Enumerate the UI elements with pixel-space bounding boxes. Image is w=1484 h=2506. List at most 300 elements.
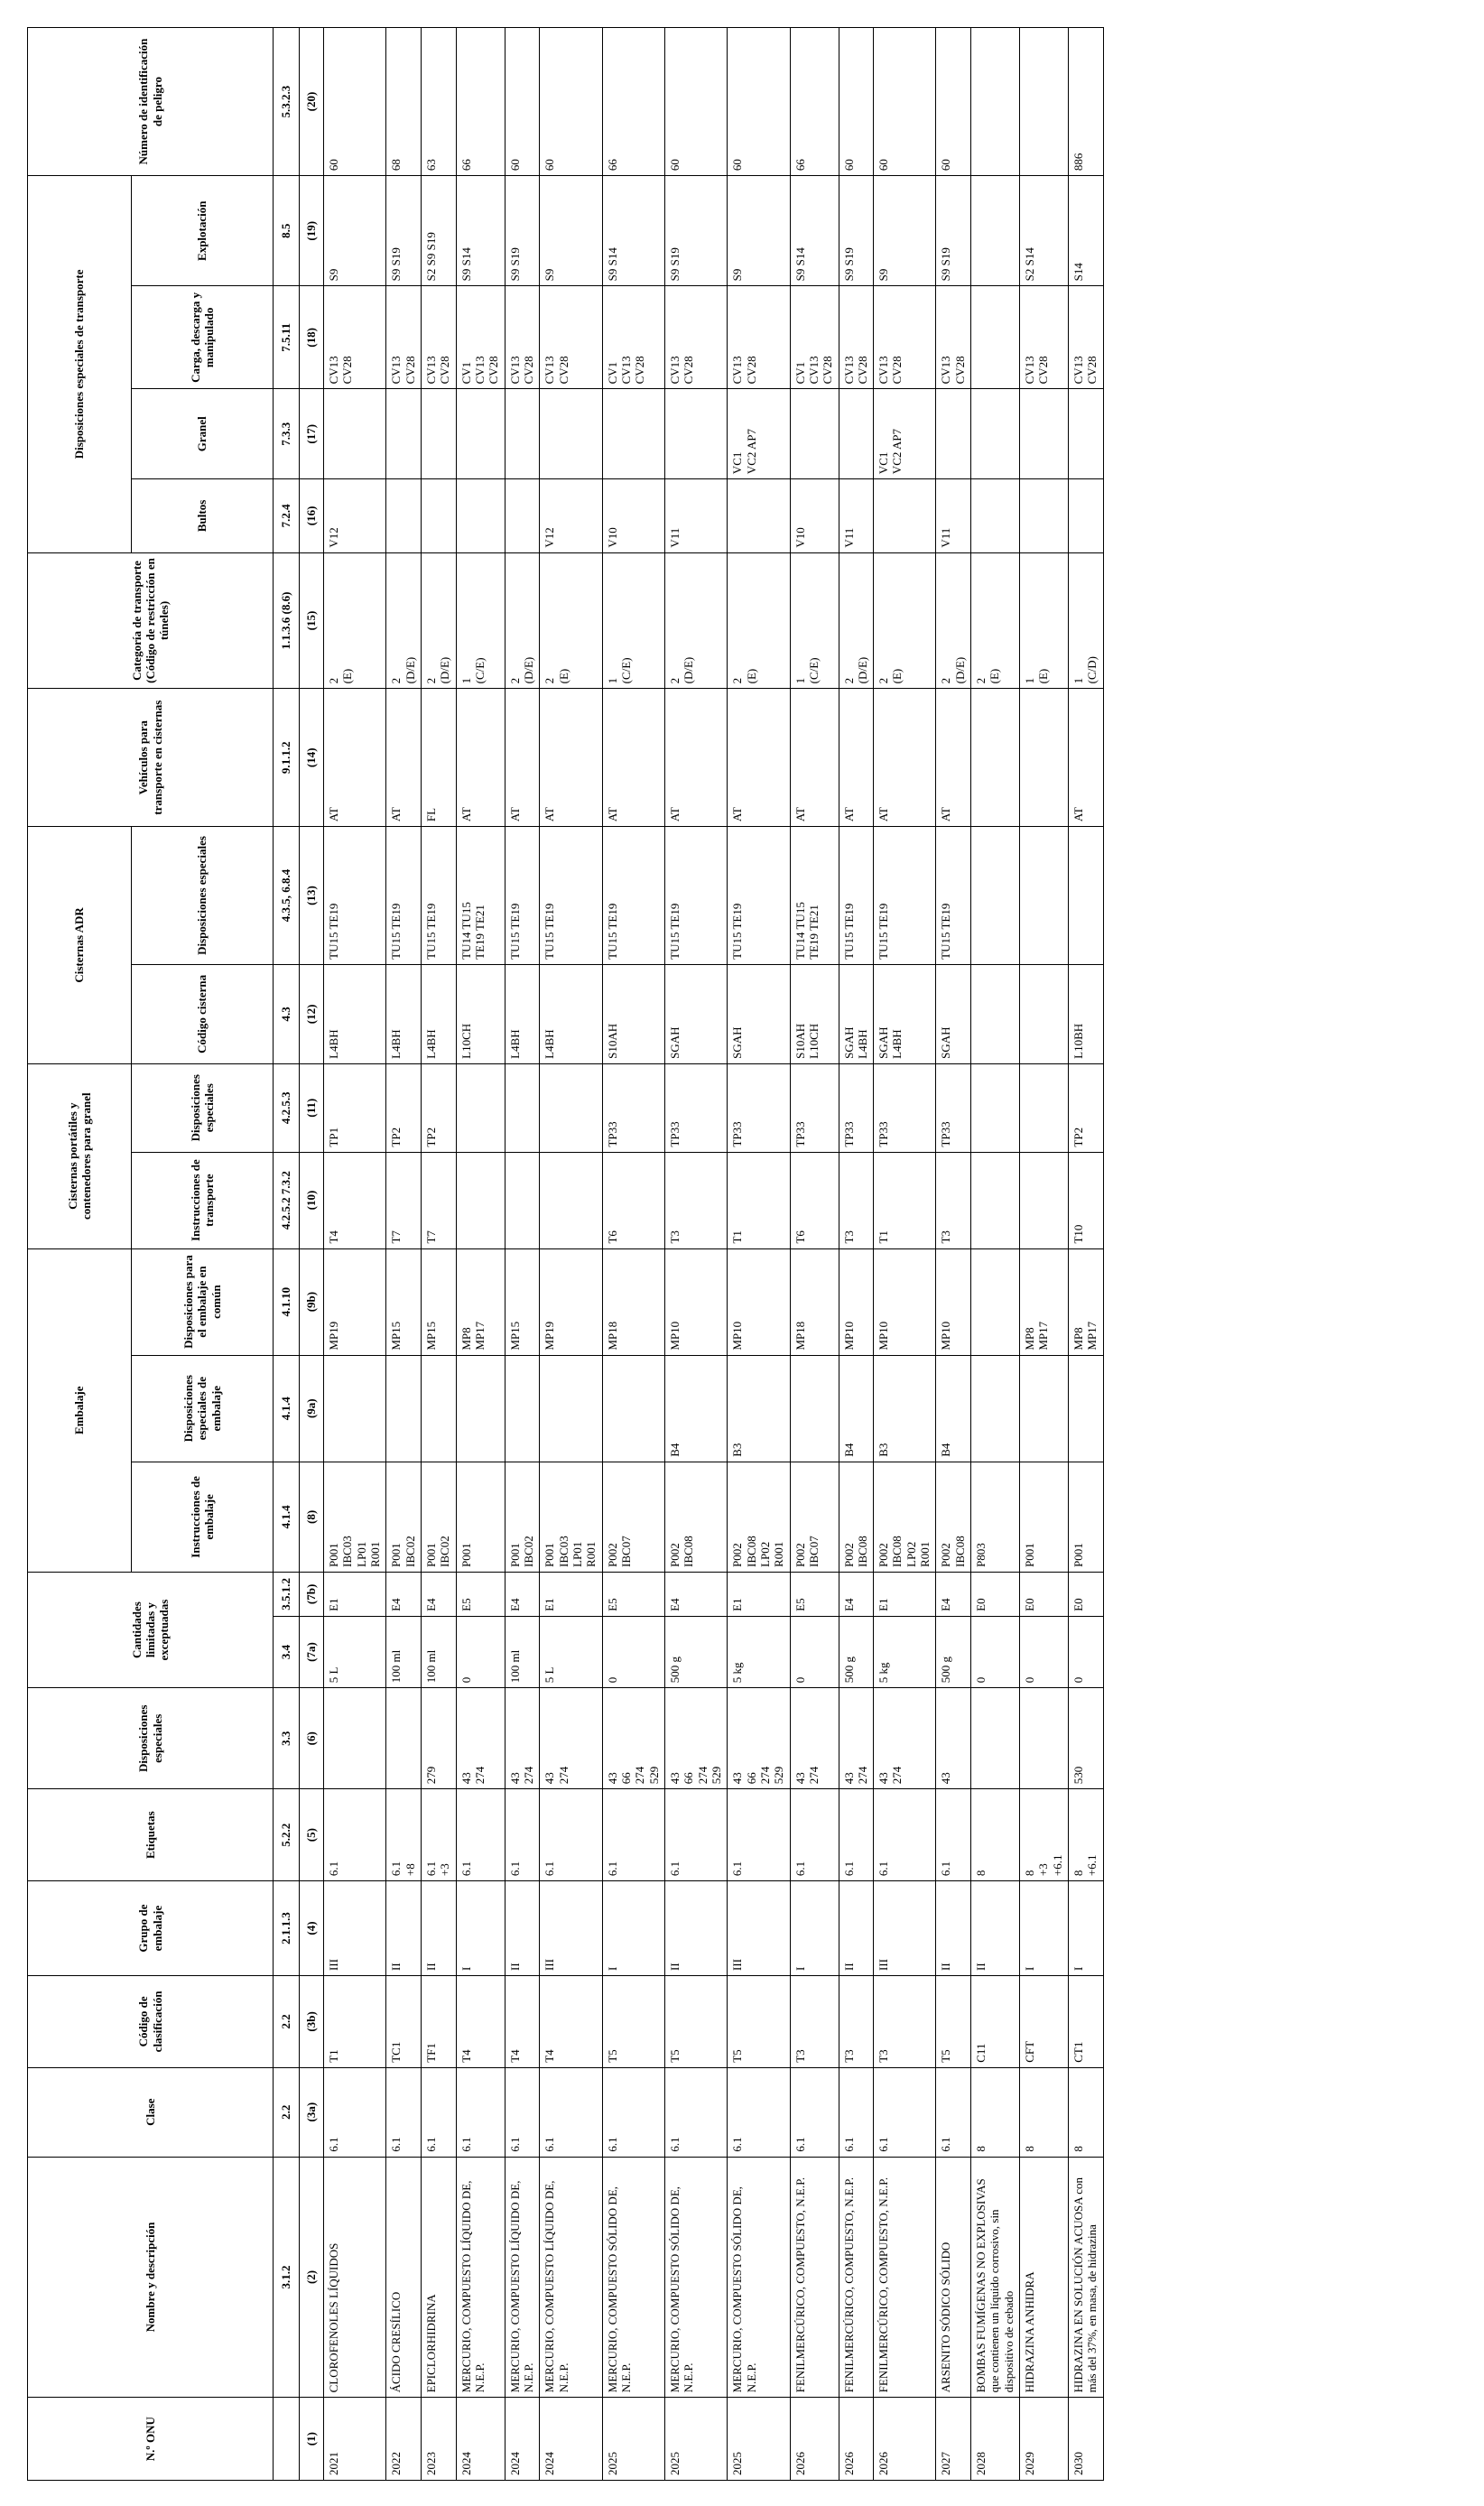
transport-category-cell: 2 (D/E): [505, 552, 540, 689]
tank-instructions-cell: T6: [790, 1152, 839, 1248]
operation-provisions-cell: S9 S19: [505, 176, 540, 286]
loading-provisions-cell: CV1 CV13 CV28: [456, 286, 505, 389]
table-row: [664, 28, 727, 2481]
packing-group-cell: II: [421, 1881, 456, 1976]
hazard-id-cell: 68: [386, 28, 422, 176]
special-provisions-cell: 43 66 274 529: [664, 1688, 727, 1789]
classification-code-cell: CT1: [1069, 1975, 1104, 2067]
column-number-cell-15: (12): [300, 964, 324, 1063]
classification-code-cell: T4: [540, 1975, 602, 2067]
loading-provisions-cell: CV13 CV28: [505, 286, 540, 389]
un-number-cell: 2027: [936, 2398, 971, 2481]
adr-tank-provisions-cell: [971, 827, 1020, 965]
operation-provisions-cell: [971, 176, 1020, 286]
loading-provisions-cell: CV13 CV28: [1069, 286, 1104, 389]
special-packing-provisions-cell: B3: [728, 1355, 790, 1462]
name-description-cell: BOMBAS FUMÍGENAS NO EXPLOSIVAS que contienen un líquido corrosivo, sin dispositivo de cebado: [971, 2157, 1020, 2398]
classification-code-cell: TF1: [421, 1975, 456, 2067]
bulk-provisions-cell: [790, 389, 839, 479]
packing-group-cell: III: [728, 1881, 790, 1976]
tank-instructions-cell: [1020, 1152, 1069, 1248]
header-class: Clase: [28, 2067, 274, 2157]
operation-provisions-cell: S9: [540, 176, 602, 286]
packing-group-cell: III: [874, 1881, 936, 1976]
tank-instructions-cell: T1: [874, 1152, 936, 1248]
packages-provisions-cell: V10: [790, 479, 839, 552]
packages-provisions-cell: V11: [664, 479, 727, 552]
adr-tank-provisions-cell: TU14 TU15 TE19 TE21: [790, 827, 839, 965]
reference-row: [274, 28, 300, 2481]
adr-tank-provisions-cell: TU15 TE19: [728, 827, 790, 965]
table-row: [421, 28, 456, 2481]
limited-quantity-cell: 0: [1069, 1616, 1104, 1687]
excepted-quantity-cell: E5: [790, 1572, 839, 1616]
table-row: [602, 28, 664, 2481]
header-loading-handling: Carga, descarga y manipulado: [132, 286, 274, 389]
packing-instructions-cell: P002 IBC08: [664, 1462, 727, 1572]
table-body: [324, 28, 1104, 2481]
labels-cell: 6.1 +8: [386, 1789, 422, 1881]
portable-tank-provisions-cell: TP2: [386, 1063, 422, 1152]
hazard-id-cell: 66: [790, 28, 839, 176]
loading-provisions-cell: CV13 CV28: [324, 286, 386, 389]
transport-category-cell: 2 (E): [971, 552, 1020, 689]
class-cell: 6.1: [936, 2067, 971, 2157]
table-row: [1020, 28, 1069, 2481]
bulk-provisions-cell: [456, 389, 505, 479]
packing-instructions-cell: P002 IBC08: [839, 1462, 874, 1572]
column-number-cell-17: (14): [300, 689, 324, 827]
header-adr-tanks-group: Cisternas ADR: [28, 827, 132, 1064]
tank-instructions-cell: T4: [324, 1152, 386, 1248]
special-provisions-cell: [971, 1688, 1020, 1789]
limited-quantity-cell: 500 g: [839, 1616, 874, 1687]
labels-cell: 6.1: [540, 1789, 602, 1881]
un-number-cell: 2022: [386, 2398, 422, 2481]
excepted-quantity-cell: E5: [456, 1572, 505, 1616]
packing-instructions-cell: P803: [971, 1462, 1020, 1572]
header-mixed-packing-provisions: Disposiciones para el embalaje en común: [132, 1248, 274, 1355]
mixed-packing-provisions-cell: MP8 MP17: [1020, 1248, 1069, 1355]
tank-code-cell: L4BH: [505, 964, 540, 1063]
transport-category-cell: 2 (D/E): [664, 552, 727, 689]
table-row: [839, 28, 874, 2481]
operation-provisions-cell: S9 S19: [386, 176, 422, 286]
bulk-provisions-cell: [971, 389, 1020, 479]
portable-tank-provisions-cell: [540, 1063, 602, 1152]
reference-cell-19: 7.2.4: [274, 479, 300, 552]
un-number-cell: 2026: [839, 2398, 874, 2481]
column-number-cell-1: (1): [300, 2398, 324, 2481]
excepted-quantity-cell: E0: [1069, 1572, 1104, 1616]
mixed-packing-provisions-cell: MP8 MP17: [456, 1248, 505, 1355]
loading-provisions-cell: CV13 CV28: [839, 286, 874, 389]
transport-category-cell: 1 (C/D): [1069, 552, 1104, 689]
hazard-id-cell: 66: [602, 28, 664, 176]
limited-quantity-cell: 5 kg: [728, 1616, 790, 1687]
tank-vehicle-cell: [1020, 689, 1069, 827]
loading-provisions-cell: CV1 CV13 CV28: [790, 286, 839, 389]
transport-category-cell: 1 (C/E): [602, 552, 664, 689]
name-description-cell: FENILMERCÚRICO, COMPUESTO, N.E.P.: [839, 2157, 874, 2398]
bulk-provisions-cell: [839, 389, 874, 479]
special-packing-provisions-cell: [540, 1355, 602, 1462]
packages-provisions-cell: [874, 479, 936, 552]
special-provisions-cell: [324, 1688, 386, 1789]
un-number-cell: 2029: [1020, 2398, 1069, 2481]
labels-cell: 6.1: [456, 1789, 505, 1881]
excepted-quantity-cell: E0: [1020, 1572, 1069, 1616]
hazard-id-cell: 60: [728, 28, 790, 176]
tank-vehicle-cell: AT: [386, 689, 422, 827]
operation-provisions-cell: S9 S14: [790, 176, 839, 286]
reference-cell-2: 3.1.2: [274, 2157, 300, 2398]
hazard-id-cell: 886: [1069, 28, 1104, 176]
loading-provisions-cell: CV13 CV28: [386, 286, 422, 389]
bulk-provisions-cell: [664, 389, 727, 479]
header-packing-group: Grupo de embalaje: [28, 1881, 274, 1976]
class-cell: 6.1: [540, 2067, 602, 2157]
transport-category-cell: 2 (E): [874, 552, 936, 689]
name-description-cell: CLOROFENOLES LÍQUIDOS: [324, 2157, 386, 2398]
mixed-packing-provisions-cell: MP15: [386, 1248, 422, 1355]
packing-group-cell: I: [1020, 1881, 1069, 1976]
packing-group-cell: II: [386, 1881, 422, 1976]
packages-provisions-cell: [456, 479, 505, 552]
class-cell: 6.1: [324, 2067, 386, 2157]
class-cell: 6.1: [456, 2067, 505, 2157]
hazard-id-cell: 63: [421, 28, 456, 176]
bulk-provisions-cell: [540, 389, 602, 479]
mixed-packing-provisions-cell: MP10: [874, 1248, 936, 1355]
mixed-packing-provisions-cell: MP19: [540, 1248, 602, 1355]
tank-code-cell: S10AH L10CH: [790, 964, 839, 1063]
adr-tank-provisions-cell: TU15 TE19: [421, 827, 456, 965]
packing-group-cell: I: [602, 1881, 664, 1976]
table-row: [505, 28, 540, 2481]
special-provisions-cell: 43 274: [839, 1688, 874, 1789]
tank-instructions-cell: T1: [728, 1152, 790, 1248]
labels-cell: 8: [971, 1789, 1020, 1881]
name-description-cell: MERCURIO, COMPUESTO LÍQUIDO DE, N.E.P.: [505, 2157, 540, 2398]
header-limited-excepted-quantities: Cantidades limitadas y exceptuadas: [28, 1572, 274, 1687]
hazard-id-cell: 60: [505, 28, 540, 176]
table-row: [790, 28, 839, 2481]
column-number-cell-12: (9b): [300, 1248, 324, 1355]
labels-cell: 6.1: [664, 1789, 727, 1881]
tank-vehicle-cell: AT: [1069, 689, 1104, 827]
packages-provisions-cell: [421, 479, 456, 552]
operation-provisions-cell: S9 S19: [664, 176, 727, 286]
hazard-id-cell: [1020, 28, 1069, 176]
packing-instructions-cell: P002 IBC08: [936, 1462, 971, 1572]
adr-tank-provisions-cell: TU15 TE19: [664, 827, 727, 965]
un-number-cell: 2026: [874, 2398, 936, 2481]
un-number-cell: 2028: [971, 2398, 1020, 2481]
name-description-cell: EPICLORHIDRINA: [421, 2157, 456, 2398]
labels-cell: 6.1: [839, 1789, 874, 1881]
tank-instructions-cell: [540, 1152, 602, 1248]
tank-vehicle-cell: AT: [936, 689, 971, 827]
column-number-cell-11: (9a): [300, 1355, 324, 1462]
adr-tank-provisions-cell: TU15 TE19: [936, 827, 971, 965]
header-tank-vehicle: Vehículos para transporte en cisternas: [28, 689, 274, 827]
reference-cell-17: 9.1.1.2: [274, 689, 300, 827]
portable-tank-provisions-cell: TP33: [728, 1063, 790, 1152]
hazard-id-cell: [971, 28, 1020, 176]
name-description-cell: MERCURIO, COMPUESTO SÓLIDO DE, N.E.P.: [602, 2157, 664, 2398]
table-row: [971, 28, 1020, 2481]
class-cell: 6.1: [602, 2067, 664, 2157]
reference-cell-10: 4.1.4: [274, 1462, 300, 1572]
header-transport-category: Categoría de transporte (Código de restricción en túneles): [28, 552, 274, 689]
tank-instructions-cell: T6: [602, 1152, 664, 1248]
packing-group-cell: III: [324, 1881, 386, 1976]
loading-provisions-cell: CV13 CV28: [728, 286, 790, 389]
packing-group-cell: II: [664, 1881, 727, 1976]
hazard-id-cell: 60: [664, 28, 727, 176]
packing-group-cell: III: [540, 1881, 602, 1976]
un-number-cell: 2025: [602, 2398, 664, 2481]
special-packing-provisions-cell: B4: [664, 1355, 727, 1462]
limited-quantity-cell: 500 g: [664, 1616, 727, 1687]
excepted-quantity-cell: E0: [971, 1572, 1020, 1616]
reference-cell-4: 2.2: [274, 1975, 300, 2067]
hazard-id-cell: 60: [936, 28, 971, 176]
column-number-cell-22: (19): [300, 176, 324, 286]
packing-instructions-cell: P001 IBC02: [421, 1462, 456, 1572]
limited-quantity-cell: 0: [1020, 1616, 1069, 1687]
special-packing-provisions-cell: [790, 1355, 839, 1462]
adr-tank-provisions-cell: TU15 TE19: [505, 827, 540, 965]
packing-group-cell: I: [790, 1881, 839, 1976]
bulk-provisions-cell: [324, 389, 386, 479]
packages-provisions-cell: [728, 479, 790, 552]
excepted-quantity-cell: E4: [936, 1572, 971, 1616]
operation-provisions-cell: S9: [874, 176, 936, 286]
un-number-cell: 2021: [324, 2398, 386, 2481]
header-portable-tank-provisions: Disposiciones especiales: [132, 1063, 274, 1152]
name-description-cell: HIDRAZINA ANHIDRA: [1020, 2157, 1069, 2398]
portable-tank-provisions-cell: TP1: [324, 1063, 386, 1152]
un-number-cell: 2024: [505, 2398, 540, 2481]
name-description-cell: MERCURIO, COMPUESTO SÓLIDO DE, N.E.P.: [728, 2157, 790, 2398]
portable-tank-provisions-cell: [505, 1063, 540, 1152]
special-provisions-cell: 43: [936, 1688, 971, 1789]
packing-instructions-cell: P001: [456, 1462, 505, 1572]
mixed-packing-provisions-cell: MP18: [602, 1248, 664, 1355]
excepted-quantity-cell: E4: [839, 1572, 874, 1616]
classification-code-cell: C11: [971, 1975, 1020, 2067]
table-row: [728, 28, 790, 2481]
reference-cell-3: 2.2: [274, 2067, 300, 2157]
class-cell: 6.1: [790, 2067, 839, 2157]
column-number-cell-16: (13): [300, 827, 324, 965]
tank-code-cell: SGAH: [664, 964, 727, 1063]
header-packages: Bultos: [132, 479, 274, 552]
special-packing-provisions-cell: [1020, 1355, 1069, 1462]
tank-code-cell: [971, 964, 1020, 1063]
special-packing-provisions-cell: B4: [936, 1355, 971, 1462]
column-number-cell-8: (7a): [300, 1616, 324, 1687]
labels-cell: 6.1: [602, 1789, 664, 1881]
classification-code-cell: T3: [790, 1975, 839, 2067]
mixed-packing-provisions-cell: MP10: [728, 1248, 790, 1355]
adr-tank-provisions-cell: TU15 TE19: [540, 827, 602, 965]
tank-instructions-cell: [505, 1152, 540, 1248]
classification-code-cell: T3: [839, 1975, 874, 2067]
transport-category-cell: 2 (E): [324, 552, 386, 689]
tank-code-cell: L10BH: [1069, 964, 1104, 1063]
reference-cell-23: 5.3.2.3: [274, 28, 300, 176]
mixed-packing-provisions-cell: MP10: [936, 1248, 971, 1355]
special-provisions-cell: [386, 1688, 422, 1789]
limited-quantity-cell: 100 ml: [505, 1616, 540, 1687]
column-number-cell-9: (7b): [300, 1572, 324, 1616]
tank-vehicle-cell: AT: [602, 689, 664, 827]
classification-code-cell: CFT: [1020, 1975, 1069, 2067]
packing-instructions-cell: P001: [1020, 1462, 1069, 1572]
packing-instructions-cell: P002 IBC08 LP02 R001: [874, 1462, 936, 1572]
tank-instructions-cell: T3: [839, 1152, 874, 1248]
transport-category-cell: 2 (D/E): [839, 552, 874, 689]
transport-category-cell: 1 (C/E): [456, 552, 505, 689]
mixed-packing-provisions-cell: MP10: [839, 1248, 874, 1355]
reference-cell-8: 3.4: [274, 1616, 300, 1687]
mixed-packing-provisions-cell: MP15: [421, 1248, 456, 1355]
column-number-cell-10: (8): [300, 1462, 324, 1572]
special-provisions-cell: 43 274: [540, 1688, 602, 1789]
header-portable-tanks-group: Cisternas portátiles y contenedores para granel: [28, 1063, 132, 1248]
special-packing-provisions-cell: B4: [839, 1355, 874, 1462]
labels-cell: 6.1: [728, 1789, 790, 1881]
classification-code-cell: T5: [936, 1975, 971, 2067]
header-adr-tank-provisions: Disposiciones especiales: [132, 827, 274, 965]
table-row: [1069, 28, 1104, 2481]
special-packing-provisions-cell: [324, 1355, 386, 1462]
column-number-cell-20: (17): [300, 389, 324, 479]
table-row: [874, 28, 936, 2481]
class-cell: 6.1: [421, 2067, 456, 2157]
tank-code-cell: L4BH: [540, 964, 602, 1063]
special-packing-provisions-cell: [971, 1355, 1020, 1462]
un-number-cell: 2024: [540, 2398, 602, 2481]
special-provisions-cell: 43 66 274 529: [728, 1688, 790, 1789]
hazard-id-cell: 60: [540, 28, 602, 176]
column-number-cell-21: (18): [300, 286, 324, 389]
bulk-provisions-cell: [421, 389, 456, 479]
header-tank-instructions: Instrucciones de transporte: [132, 1152, 274, 1248]
header-packing-instructions: Instrucciones de embalaje: [132, 1462, 274, 1572]
bulk-provisions-cell: VC1 VC2 AP7: [874, 389, 936, 479]
tank-instructions-cell: T3: [664, 1152, 727, 1248]
tank-code-cell: [1020, 964, 1069, 1063]
tank-vehicle-cell: [971, 689, 1020, 827]
table-row: [540, 28, 602, 2481]
portable-tank-provisions-cell: [971, 1063, 1020, 1152]
limited-quantity-cell: 100 ml: [386, 1616, 422, 1687]
operation-provisions-cell: S2 S14: [1020, 176, 1069, 286]
packing-instructions-cell: P002 IBC07: [602, 1462, 664, 1572]
packing-instructions-cell: P001 IBC02: [386, 1462, 422, 1572]
labels-cell: 6.1: [874, 1789, 936, 1881]
mixed-packing-provisions-cell: MP8 MP17: [1069, 1248, 1104, 1355]
dangerous-goods-table: [27, 27, 1104, 2481]
header-special-packing-provisions: Disposiciones especiales de embalaje: [132, 1355, 274, 1462]
labels-cell: 8 +3 +6.1: [1020, 1789, 1069, 1881]
special-provisions-cell: 43 274: [790, 1688, 839, 1789]
labels-cell: 6.1: [505, 1789, 540, 1881]
operation-provisions-cell: S9 S19: [936, 176, 971, 286]
packages-provisions-cell: V12: [540, 479, 602, 552]
loading-provisions-cell: CV13 CV28: [936, 286, 971, 389]
limited-quantity-cell: 5 L: [324, 1616, 386, 1687]
header-operation: Explotación: [132, 176, 274, 286]
packages-provisions-cell: V11: [936, 479, 971, 552]
reference-cell-16: 4.3.5, 6.8.4: [274, 827, 300, 965]
excepted-quantity-cell: E4: [386, 1572, 422, 1616]
portable-tank-provisions-cell: TP2: [421, 1063, 456, 1152]
limited-quantity-cell: 500 g: [936, 1616, 971, 1687]
packing-group-cell: II: [839, 1881, 874, 1976]
excepted-quantity-cell: E4: [421, 1572, 456, 1616]
reference-cell-14: 4.2.5.3: [274, 1063, 300, 1152]
bulk-provisions-cell: VC1 VC2 AP7: [728, 389, 790, 479]
packages-provisions-cell: [505, 479, 540, 552]
column-number-cell-23: (20): [300, 28, 324, 176]
reference-cell-12: 4.1.10: [274, 1248, 300, 1355]
loading-provisions-cell: CV13 CV28: [664, 286, 727, 389]
column-number-cell-18: (15): [300, 552, 324, 689]
class-cell: 8: [1069, 2067, 1104, 2157]
packing-instructions-cell: P001 IBC03 LP01 R001: [540, 1462, 602, 1572]
portable-tank-provisions-cell: [1020, 1063, 1069, 1152]
name-description-cell: ÁCIDO CRESÍLICO: [386, 2157, 422, 2398]
special-provisions-cell: 279: [421, 1688, 456, 1789]
tank-code-cell: S10AH: [602, 964, 664, 1063]
column-number-cell-2: (2): [300, 2157, 324, 2398]
un-number-cell: 2025: [728, 2398, 790, 2481]
adr-tank-provisions-cell: TU15 TE19: [324, 827, 386, 965]
header-hazard-id-number: Número de identificación de peligro: [28, 28, 274, 176]
packing-group-cell: I: [456, 1881, 505, 1976]
portable-tank-provisions-cell: TP33: [936, 1063, 971, 1152]
packing-instructions-cell: P002 IBC07: [790, 1462, 839, 1572]
name-description-cell: FENILMERCÚRICO, COMPUESTO, N.E.P.: [874, 2157, 936, 2398]
adr-tank-provisions-cell: TU14 TU15 TE19 TE21: [456, 827, 505, 965]
excepted-quantity-cell: E4: [505, 1572, 540, 1616]
tank-code-cell: L10CH: [456, 964, 505, 1063]
header-packaging-group: Embalaje: [28, 1248, 132, 1572]
transport-category-cell: 1 (C/E): [790, 552, 839, 689]
tank-vehicle-cell: FL: [421, 689, 456, 827]
packing-instructions-cell: P001: [1069, 1462, 1104, 1572]
transport-category-cell: 2 (D/E): [936, 552, 971, 689]
labels-cell: 6.1: [790, 1789, 839, 1881]
limited-quantity-cell: 0: [790, 1616, 839, 1687]
limited-quantity-cell: 5 kg: [874, 1616, 936, 1687]
un-number-cell: 2024: [456, 2398, 505, 2481]
operation-provisions-cell: S9 S19: [839, 176, 874, 286]
limited-quantity-cell: 0: [602, 1616, 664, 1687]
special-packing-provisions-cell: [386, 1355, 422, 1462]
mixed-packing-provisions-cell: MP15: [505, 1248, 540, 1355]
name-description-cell: ARSENITO SÓDICO SÓLIDO: [936, 2157, 971, 2398]
reference-cell-11: 4.1.4: [274, 1355, 300, 1462]
column-number-cell-7: (6): [300, 1688, 324, 1789]
excepted-quantity-cell: E1: [874, 1572, 936, 1616]
bulk-provisions-cell: [1069, 389, 1104, 479]
